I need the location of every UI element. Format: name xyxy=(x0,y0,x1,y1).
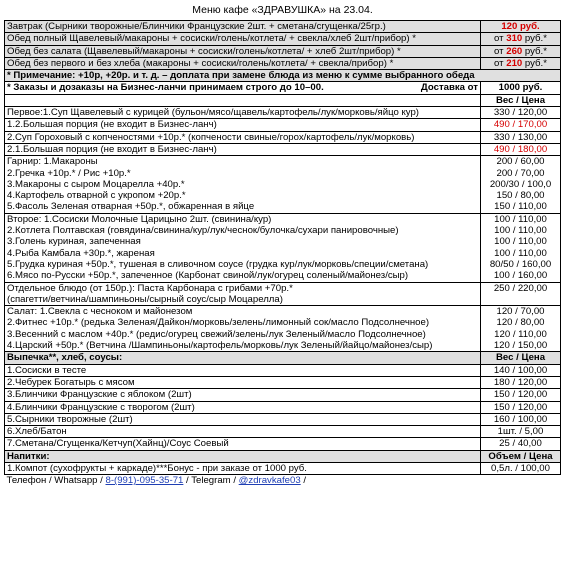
salad-block xyxy=(5,306,561,352)
second-item: 6.Мясо по-Русски +50р.*, запеченное (Карбонат свиной/лук/огурец соленый/майонез/сыр) xyxy=(7,270,409,282)
footer-row xyxy=(5,475,561,487)
garnish-price: 200/30 / 100,0 xyxy=(489,178,552,190)
garnish-item: 5.Фасоль Зеленая отварная +50р.*, обжаренная в яйце xyxy=(7,201,255,213)
bakery-row xyxy=(5,389,561,401)
bakery-item: 3.Блинчики Французские с яблоком (2шт) xyxy=(5,389,481,401)
bakery-price: 150 / 120,00 xyxy=(481,389,561,401)
delivery-value: 1000 руб. xyxy=(481,82,561,94)
second-block xyxy=(5,213,561,282)
garnish-list xyxy=(5,156,481,213)
bakery-price: 25 / 40,00 xyxy=(481,438,561,450)
bakery-price: 180 / 120,00 xyxy=(481,376,561,388)
salad-price: 120 / 150,00 xyxy=(493,340,548,352)
phone-label: Телефон / Whatsapp / xyxy=(6,475,106,487)
dish-price: 330 / 130,00 xyxy=(481,131,561,143)
second-price: 100 / 110,00 xyxy=(494,236,547,248)
col-header-blank xyxy=(5,94,481,106)
second-price: 100 / 110,00 xyxy=(494,225,547,237)
footer-text xyxy=(5,475,561,487)
bakery-item: 6.Хлеб/Батон xyxy=(5,426,481,438)
delivery-label: Доставка от xyxy=(420,82,478,94)
second-price: 100 / 160,00 xyxy=(493,270,548,282)
second-price: 100 / 110,00 xyxy=(494,213,547,225)
drinks-header: Напитки: xyxy=(5,450,481,462)
separate-item: Отдельное блюдо (от 150р.): Паста Карбонара с грибами +70р.* xyxy=(7,282,293,294)
note-text: * Примечание: +10р, +20р. и т. д. – доплата при замене блюда из меню к сумме выбранного обеда xyxy=(5,70,561,82)
bakery-row xyxy=(5,413,561,425)
bakery-price: 1шт. / 5,00 xyxy=(481,426,561,438)
drink-item: 1.Компот (сухофрукты + каркаде)***Бонус - при заказе от 1000 руб. xyxy=(5,462,481,474)
garnish-item: 3.Макароны с сыром Моцарелла +40р.* xyxy=(7,178,185,190)
bakery-row xyxy=(5,401,561,413)
price-value: 120 руб. xyxy=(501,21,540,32)
lunch-price: от 210 руб.* xyxy=(481,57,561,69)
second-item: 3.Голень куриная, запеченная xyxy=(7,236,141,248)
drinks-header-row xyxy=(5,450,561,462)
lunch-price xyxy=(481,21,561,33)
drink-price: 0,5л. / 100,00 xyxy=(481,462,561,474)
orders-text: * Заказы и дозаказы на Бизнес-ланчи принимаем строго до 10–00. xyxy=(7,82,324,94)
dish-row xyxy=(5,131,561,143)
drink-row xyxy=(5,462,561,474)
bakery-price: 150 / 120,00 xyxy=(481,401,561,413)
bakery-item: 7.Сметана/Сгущенка/Кетчуп(Хайнц)/Соус Соевый xyxy=(5,438,481,450)
garnish-price: 200 / 70,00 xyxy=(496,167,545,179)
separate-list xyxy=(5,282,481,306)
col-header: Вес / Цена xyxy=(481,94,561,106)
bakery-item: 4.Блинчики Французские с творогом (2шт) xyxy=(5,401,481,413)
garnish-item: Гарнир: 1.Макароны xyxy=(7,156,98,168)
lunch-price: от 260 руб.* xyxy=(481,45,561,57)
bakery-item: 2.Чебурек Богатырь с мясом xyxy=(5,376,481,388)
second-price: 80/50 / 160,00 xyxy=(489,258,552,270)
dish-name: 2.1.Большая порция (не входит в Бизнес-ланч) xyxy=(5,143,481,155)
bakery-header-row xyxy=(5,352,561,364)
second-price: 100 / 110,00 xyxy=(494,247,547,259)
dish-price: 490 / 180,00 xyxy=(481,143,561,155)
garnish-price: 150 / 110,00 xyxy=(494,201,547,213)
lunch-row xyxy=(5,45,561,57)
lunch-row xyxy=(5,33,561,45)
dish-row xyxy=(5,107,561,119)
garnish-item: 4.Картофель отварной с укропом +20р.* xyxy=(7,190,186,202)
bakery-row xyxy=(5,438,561,450)
bakery-item: 1.Сосиски в тесте xyxy=(5,364,481,376)
salad-price: 120 / 110,00 xyxy=(494,328,547,340)
phone-number[interactable]: 8-(991)-095-35-71 xyxy=(105,475,184,487)
garnish-block xyxy=(5,156,561,213)
menu-table xyxy=(4,20,561,487)
price-value: 210 xyxy=(506,57,523,69)
second-item: 2.Котлета Полтавская (говядина/свинина/кур/лук/чеснок/булочка/сухари панировочные) xyxy=(7,225,399,237)
bakery-price: 160 / 100,00 xyxy=(481,413,561,425)
second-item: 4.Рыба Камбала +30р.*, жареная xyxy=(7,247,155,259)
second-list xyxy=(5,213,481,282)
dish-price: 490 / 170,00 xyxy=(481,119,561,131)
orders-notice xyxy=(5,82,481,94)
telegram-handle[interactable]: @zdravkafe03 xyxy=(238,475,301,487)
dish-name: 1.2.Большая порция (не входит в Бизнес-ланч) xyxy=(5,119,481,131)
garnish-item: 2.Гречка +10р.* / Рис +10р.* xyxy=(7,167,131,179)
salad-item: 2.Фитнес +10р.* (редька Зеленая/Дайкон/морковь/зелень/лимонный сок/масло Подсолнечное) xyxy=(7,317,430,329)
bakery-price: 140 / 100,00 xyxy=(481,364,561,376)
bakery-row xyxy=(5,364,561,376)
garnish-prices xyxy=(481,156,561,213)
salad-item: 3.Весенний с маслом +40р.* (редис/огурец свежий/зелень/лук Зеленый/масло Подсолнечное) xyxy=(7,328,426,340)
menu-title: Меню кафе «ЗДРАВУШКА» на 23.04. xyxy=(192,4,373,16)
bakery-col-header: Вес / Цена xyxy=(481,352,561,364)
separate-block xyxy=(5,282,561,306)
lunch-row xyxy=(5,57,561,69)
dish-price: 330 / 120,00 xyxy=(481,107,561,119)
garnish-price: 150 / 80,00 xyxy=(496,190,545,202)
note-row xyxy=(5,70,561,82)
separate-prices xyxy=(481,282,561,306)
salad-item: 4.Царский +50р.* (Ветчина /Шампиньоны/картофель/морковь/лук Зеленый/йайцо/майонез/сыр) xyxy=(7,340,433,352)
price-value: 310 xyxy=(506,33,523,45)
salad-list xyxy=(5,306,481,352)
second-item: Второе: 1.Сосиски Молочные Царицыно 2шт. (свинина/кур) xyxy=(7,213,272,225)
bakery-header: Выпечка**, хлеб, соусы: xyxy=(5,352,481,364)
salad-prices xyxy=(481,306,561,352)
telegram-label: / Telegram / xyxy=(183,475,239,487)
lunch-name: Обед без первого и без хлеба (макароны + сосиски/голень/котлета/ + свекла/прибор) * xyxy=(5,57,481,69)
footer-end: / xyxy=(300,475,307,487)
lunch-price: от 310 руб.* xyxy=(481,33,561,45)
lunch-name: Завтрак (Сырники творожные/Блинчики Французские 2шт. + сметана/сгущенка/25гр.) xyxy=(5,21,481,33)
drinks-col-header: Объем / Цена xyxy=(481,450,561,462)
second-prices xyxy=(481,213,561,282)
dish-name: 2.Суп Гороховый с копченостями +10р.* (копчености свиные/горох/картофель/лук/морковь) xyxy=(5,131,481,143)
salad-price: 120 / 70,00 xyxy=(496,306,545,318)
bakery-item: 5.Сырники творожные (2шт) xyxy=(5,413,481,425)
salad-price: 120 / 80,00 xyxy=(496,317,545,329)
separate-price: 250 / 220,00 xyxy=(493,282,548,294)
salad-item: Салат: 1.Свекла с чесноком и майонезом xyxy=(7,306,193,318)
second-item: 5.Грудка куриная +50р.*, тушеная в сливочном соусе (грудка кур/лук/морковь/специи/сметана) xyxy=(7,258,429,270)
separate-item: (спагетти/ветчина/шампиньоны/сырный соус/сыр Моцарелла) xyxy=(7,293,283,305)
dish-row xyxy=(5,119,561,131)
dish-name: Первое:1.Суп Щавелевый с курицей (бульон/мясо/щавель/картофель/лук/морковь/яйцо кур) xyxy=(5,107,481,119)
dish-row xyxy=(5,143,561,155)
lunch-name: Обед без салата (Щавелевый/макароны + сосиски/голень/котлета/ + хлеб 2шт/прибор) * xyxy=(5,45,481,57)
lunch-row xyxy=(5,21,561,33)
orders-row xyxy=(5,82,561,94)
garnish-price: 200 / 60,00 xyxy=(496,156,545,168)
price-value: 260 xyxy=(506,45,523,57)
col-header-row xyxy=(5,94,561,106)
bakery-row xyxy=(5,426,561,438)
bakery-row xyxy=(5,376,561,388)
lunch-name: Обед полный Щавелевый/макароны + сосиски/голень/котлета/ + свекла/хлеб 2шт/прибор) * xyxy=(5,33,481,45)
